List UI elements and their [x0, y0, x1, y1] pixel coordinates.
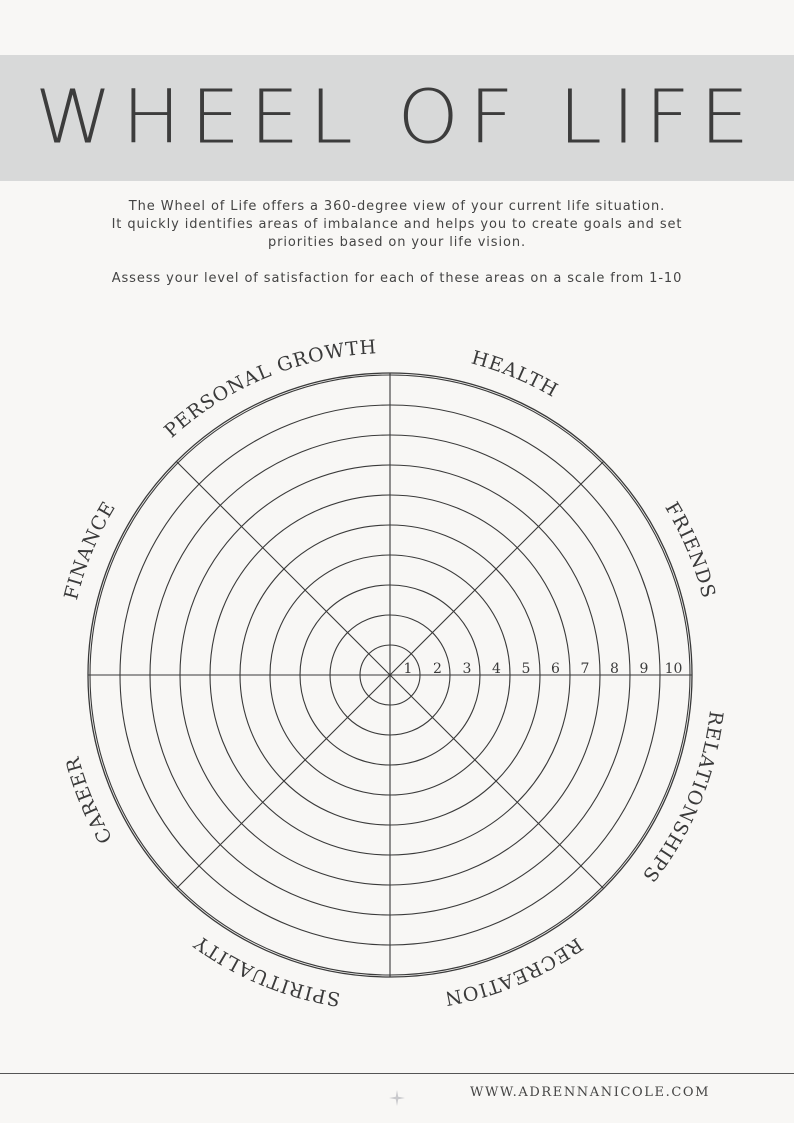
area-label: CAREER: [61, 753, 118, 848]
intro-text: [60, 198, 734, 288]
intro-line-1: The Wheel of Life offers a 360-degree view of your current life situation.: [128, 199, 666, 214]
footer-divider: [0, 1073, 794, 1074]
intro-line-3: priorities based on your life vision.: [267, 235, 527, 250]
scale-number: 5: [521, 661, 531, 677]
page-title: WHEEL OF LIFE: [34, 75, 760, 161]
area-label: SPIRITUALITY: [189, 930, 342, 1011]
scale-number: 4: [492, 661, 501, 677]
wheel-of-life-chart: [0, 320, 794, 1040]
sparkle-star-icon: [389, 1090, 405, 1106]
scale-number: 7: [580, 661, 590, 677]
area-label: FINANCE: [60, 497, 121, 603]
area-label: RELATIONSHIPS: [637, 709, 727, 887]
scale-number: 2: [433, 661, 442, 677]
scale-number: 10: [664, 661, 683, 677]
footer-url: WWW.ADRENNANICOLE.COM: [470, 1085, 711, 1100]
intro-instruction: Assess your level of satisfaction for each of these areas on a scale from 1-10: [111, 271, 683, 286]
scale-number: 3: [462, 661, 472, 677]
area-label: RECREATION: [442, 933, 587, 1010]
scale-number: 1: [403, 661, 413, 677]
scale-number: 9: [639, 661, 649, 677]
scale-number: 6: [551, 661, 560, 677]
scale-number: 8: [610, 661, 619, 677]
area-label: PERSONAL GROWTH: [160, 336, 378, 443]
intro-line-2: It quickly identifies areas of imbalance and helps you to create goals and set: [111, 217, 683, 232]
area-label: FRIENDS: [660, 498, 720, 601]
area-label: HEALTH: [468, 346, 563, 402]
